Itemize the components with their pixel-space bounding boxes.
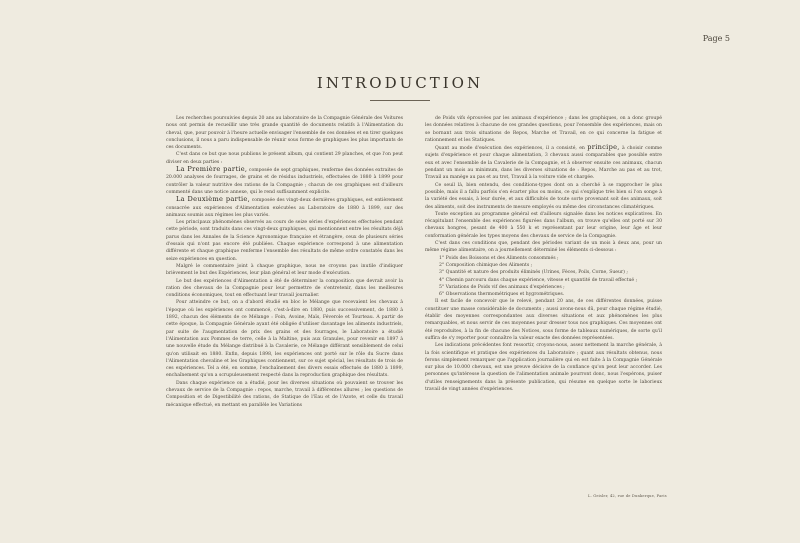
page-number: Page 5 — [702, 34, 730, 43]
paragraph-text: composée de sept graphiques, renferme des données extraites de 20.000 analyses de fourrages, de grains et de résidus industriels, effectuées de 1880 à 1899 pour contrôler la valeur nutritive des rations de la Compagnie ; chacun de ces graphiques est d'ailleurs commenté dans une notice annexe, qui le rend suffisamment explicite. — [166, 168, 403, 195]
list-item: 6° Observations thermométriques et hygrométriques. — [439, 292, 565, 298]
paragraph: Les recherches poursuivies depuis 20 ans au laboratoire de la Compagnie Générale des Voitures nous ont permis de recueillir une très grande quantité de documents relatifs à l'Alimentation du cheval, que, pour pouvoir à l'heure actuelle envisager l'ensemble de ces données et en tirer quelques conclusions, il nous a paru indispensable de réunir sous forme de graphiques les plus importants de ces documents. — [166, 116, 403, 151]
paragraph: Les indications précédentes font ressortir, croyons-nous, assez nettement la marche générale, à la fois scientifique et pratique des expériences du Laboratoire ; quant aux résultats obtenus, nous ferons simplement remarquer que l'application journalière qui en est faite à la Compagnie Générale sur plus de 10.000 chevaux, est une preuve décisive de la confiance qu'on peut leur accorder. Les personnes qu'intéresse la question de l'alimentation animale pourront donc, nous l'espérons, puiser d'utiles renseignements dans la présente publication, qui résume en quelque sorte le laborieux travail de vingt années d'expériences. — [425, 343, 662, 392]
paragraph-text: Quant au mode d'exécution des expériences, il a consisté, en — [435, 146, 588, 152]
paragraph: Malgré le commentaire joint à chaque graphique, nous ne croyons pas inutile d'indiquer brièvement le but des Expériences, leur plan général et leur mode d'exécution. — [166, 263, 403, 277]
left-column — [166, 115, 403, 409]
page-title: INTRODUCTION — [316, 74, 484, 92]
paragraph-text: à choisir comme sujets d'expérience et pour chaque alimentation, 3 chevaux aussi comparables que possible entre eux et avec l'ensemble de la Cavalerie de la Compagnie, et à observer ensuite ces animaux, chacun pendant un mois au minimum, dans les diverses situations de : Repos, Marche au pas et au trot, Travail au manège au pas et au trot, Travail à la voiture vide et chargée. — [425, 146, 662, 181]
right-column — [425, 115, 662, 393]
paragraph — [425, 144, 662, 181]
printer-imprint: L. Geisler, 42, rue de Dunkerque, Paris — [588, 494, 667, 498]
title-rule — [370, 100, 430, 101]
paragraph: Les principaux phénomènes observés au cours de seize séries d'expériences effectuées pendant cette période, sont traduits dans ces vingt-deux graphiques, qui mentionnent entre les résultats déjà parus dans les Annales de la Science Agronomique française et étrangère, ceux de plusieurs séries d'essais qui n'ont pas encore été publiées. Chaque expérience correspond à une alimentation différente et chaque graphique renferme l'ensemble des résultats de même ordre constatés dans les seize expériences en question. — [166, 220, 403, 262]
part-heading: La Première partie, — [176, 165, 248, 174]
part-heading: La Deuxième partie, — [176, 195, 251, 204]
list-item: 3° Quantité et nature des produits éliminés (Urines, Fèces, Poils, Corne, Sueur) ; — [439, 270, 628, 276]
paragraph: Ce seuil là, bien entendu, des conditions-types dont on a cherché à se rapprocher le plus possible, mais il a fallu parfois s'en écarter plus ou moins, ce qui s'explique très bien si l'on songe à la variété des essais, à leur durée, et aux difficultés de toute sorte provenant soit des animaux, soit des aliments, soit des instruments de mesure employés ou même des circonstances climatériques. — [425, 182, 662, 210]
list-item: 5° Variations de Poids vif des animaux d'expériences ; — [439, 284, 565, 290]
paragraph: Dans chaque expérience on a étudié, pour les diverses situations où pouvaient se trouver les chevaux de service de la Compagnie : repos, marche, travail à différentes allures ; les questions de Composition et de Digestibilité des rations, de Statique de l'Eau et de l'Azote, et celle du travail mécanique effectué, en mettant en parallèle les Variations — [166, 380, 403, 408]
emphasis: principe, — [587, 143, 620, 152]
paragraph: Le but des expériences d'Alimentation a été de déterminer la composition que devrait avoir la ration des chevaux de la Compagnie pour leur permettre de s'entretenir, dans les meilleures conditions économiques, tout en effectuant leur travail journalier. — [166, 278, 403, 299]
list-item: 1° Poids des Boissons et des Aliments consommés ; — [439, 255, 559, 261]
paragraph: C'est dans ces conditions que, pendant des périodes variant de un mois à deux ans, pour un même régime alimentaire, on a journellement déterminé les éléments ci-dessous : — [425, 241, 662, 254]
paragraph: C'est dans ce but que nous publions le présent album, qui contient 29 planches, et que l'on peut diviser en deux parties : — [166, 152, 403, 165]
paragraph: Pour atteindre ce but, on a d'abord étudié en bloc le Mélange que recevaient les chevaux à l'époque où les expériences ont commencé, c'est-à-dire en 1880, puis successivement, de 1880 à 1892, chacun des éléments de ce Mélange : Foin, Avoine, Maïs, Féverole et Tourteau. A partir de cette époque, la Compagnie Générale ayant été obligée d'utiliser davantage les aliments industriels, par suite de l'augmentation de prix des grains et des fourrages, le Laboratoire a étudié l'Alimentation aux Pommes de terre, celle à la Maltine, puis aux Granules, pour revenir en 1897 à une nouvelle étude du Mélange distribué à la Cavalerie, ce Mélange différant sensiblement de celui qu'on utilisait en 1880. Enfin, depuis 1898, les expériences ont porté sur le rôle du Sucre dans l'Alimentation chevaline et les Graphiques contiennent, sur ce sujet spécial, les résultats de trois de ces expériences. Tel a été, en somme, l'enchaînement des divers essais effectués de 1880 à 1899, enchaînement qu'on a scrupuleusement respecté dans la reproduction graphique des résultats. — [166, 300, 403, 379]
list-item: 2° Composition chimique des Aliments ; — [439, 262, 533, 268]
paragraph — [166, 166, 403, 196]
paragraph: Toute exception au programme général est d'ailleurs signalée dans les notices explicatives. En récapitulant l'ensemble des expériences figurées dans l'album, on trouve qu'elles ont porté sur 30 chevaux hongres, pesant de 400 à 550 k et représentant par leur origine, leur âge et leur conformation générale les types moyens des chevaux de service de la Compagnie. — [425, 211, 662, 239]
paragraph — [166, 196, 403, 219]
paragraph: de Poids vifs éprouvées par les animaux d'expérience ; dans les graphiques, on a donc groupé les données relatives à chacune de ces grandes questions, pour l'ensemble des expériences, mais on se bornant aux trois situations de Repos, Marche et Travail, en ce qui concerne la fatigue et rationnement et les Statiques. — [425, 116, 662, 143]
paragraph-text: composée des vingt-deux dernières graphiques, est entièrement consacrée aux expériences d'Alimentation exécutées au Laboratoire de 1880 à 1899, sur des animaux soumis aux régimes les plus variés. — [166, 198, 403, 218]
paragraph: Il est facile de concevoir que le relevé, pendant 20 ans, de ces différentes données, puisse constituer une masse considérable de documents ; aussi avons-nous dû, pour chaque régime étudié, établir des moyennes correspondantes aux diverses situations et aux phénomènes les plus remarquables, et nous servir de ces moyennes pour dresser tous nos graphiques. Ces moyennes ont été reproduites, à la fin de chacune des Notices, sous forme de tableaux numériques, de sorte qu'il suffira de s'y reporter pour connaître la valeur exacte des données représentées. — [425, 299, 662, 341]
list-item: 4° Chemin parcouru dans chaque expérience, vitesse et quantité de travail effectué ; — [439, 277, 638, 283]
